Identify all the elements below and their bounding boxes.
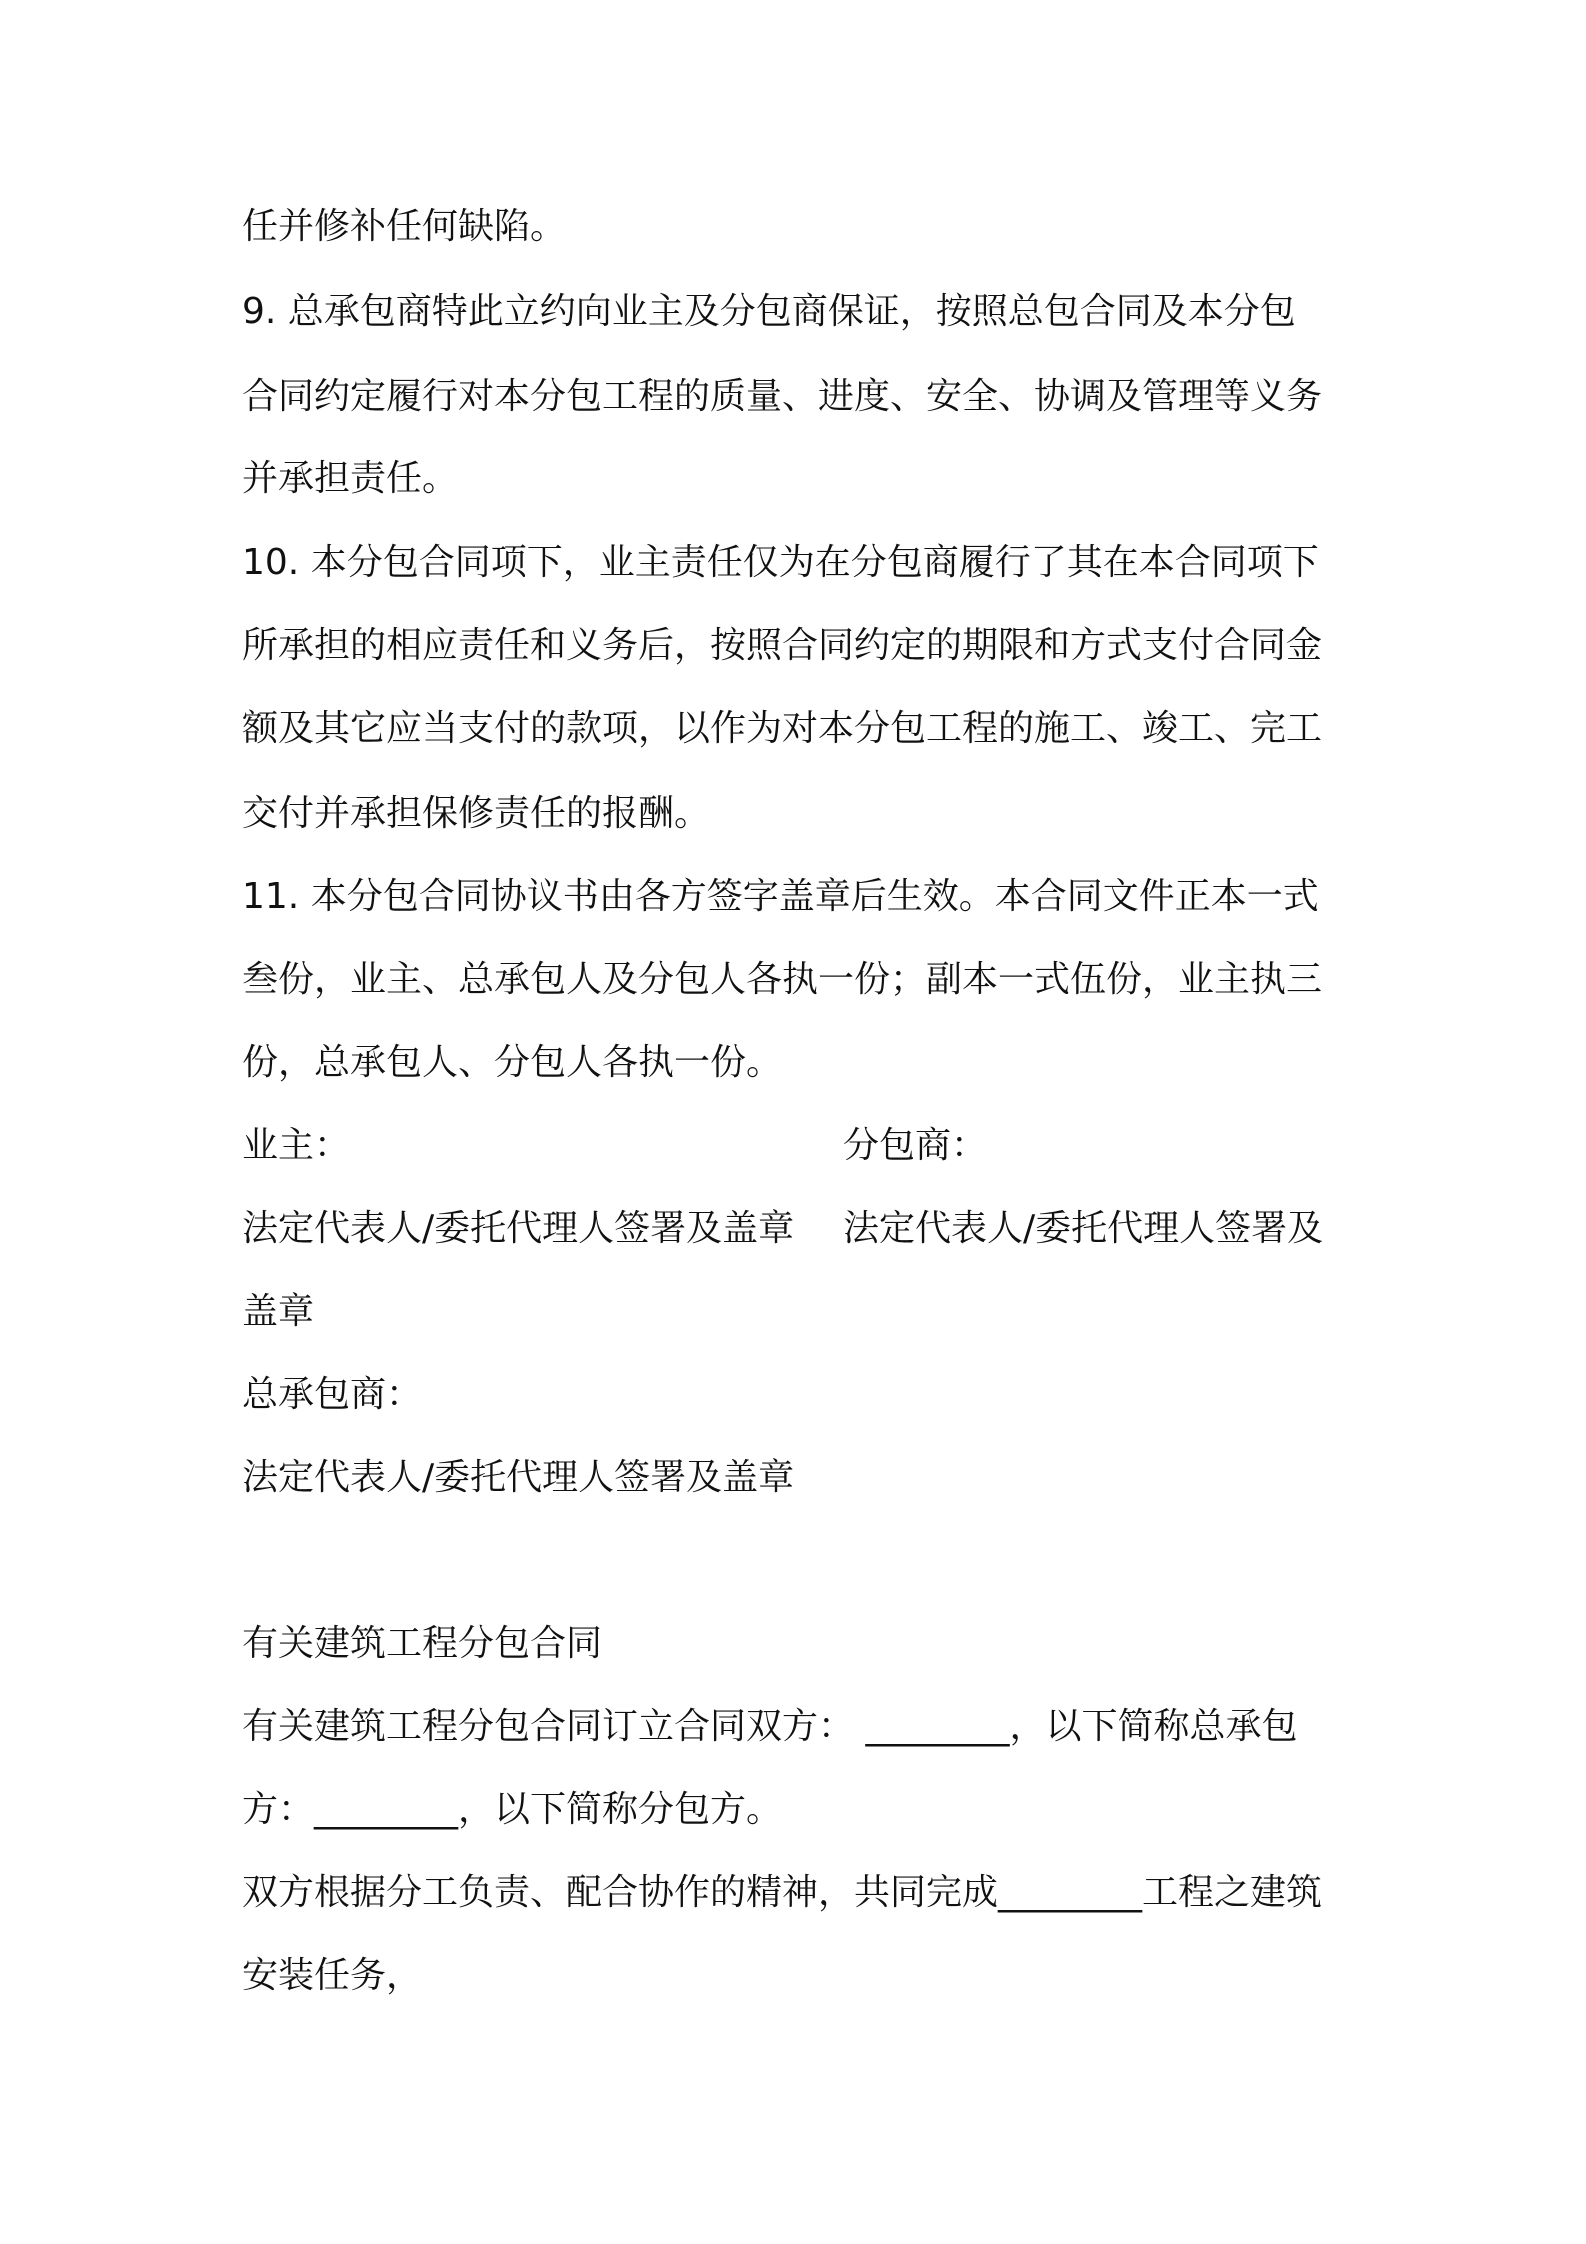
- subcontractor-representative: 法定代表人/委托代理人签署及: [843, 1208, 1324, 1249]
- subcontractor-representative-cont: 盖章: [242, 1291, 315, 1332]
- clause-10-line-3: 额及其它应当支付的款项，以作为对本分包工程的施工、竣工、完工: [242, 708, 1323, 749]
- owner-label: 业主：: [242, 1125, 351, 1166]
- general-contractor-representative: 法定代表人/委托代理人签署及盖章: [242, 1457, 795, 1498]
- clause-9-line-3: 并承担责任。: [242, 458, 459, 499]
- second-contract-purpose-line-2: 安装任务，: [242, 1955, 423, 1996]
- owner-representative: 法定代表人/委托代理人签署及盖章: [242, 1208, 795, 1249]
- clause-9-line-2: 合同约定履行对本分包工程的质量、进度、安全、协调及管理等义务: [242, 376, 1323, 417]
- clause-8-tail: 任并修补任何缺陷。: [242, 206, 567, 247]
- second-contract-parties-line-2: 方：________，以下简称分包方。: [242, 1789, 783, 1830]
- clause-11-line-2: 叁份，业主、总承包人及分包人各执一份；副本一式伍份，业主执三: [242, 959, 1323, 1000]
- clause-9-line-1: 9. 总承包商特此立约向业主及分包商保证，按照总包合同及本分包: [242, 291, 1296, 332]
- second-contract-title: 有关建筑工程分包合同: [242, 1623, 603, 1664]
- clause-11-line-1: 11. 本分包合同协议书由各方签字盖章后生效。本合同文件正本一式: [242, 876, 1319, 917]
- clause-11-line-3: 份，总承包人、分包人各执一份。: [242, 1042, 783, 1083]
- general-contractor-label: 总承包商：: [242, 1374, 423, 1415]
- subcontractor-label: 分包商：: [843, 1125, 988, 1166]
- clause-10-line-4: 交付并承担保修责任的报酬。: [242, 793, 711, 834]
- clause-10-line-1: 10. 本分包合同项下，业主责任仅为在分包商履行了其在本合同项下: [242, 542, 1319, 583]
- clause-10-line-2: 所承担的相应责任和义务后，按照合同约定的期限和方式支付合同金: [242, 625, 1323, 666]
- second-contract-purpose-line-1: 双方根据分工负责、配合协作的精神，共同完成________工程之建筑: [242, 1872, 1323, 1913]
- second-contract-parties-line-1: 有关建筑工程分包合同订立合同双方： ________，以下简称总承包: [242, 1706, 1298, 1747]
